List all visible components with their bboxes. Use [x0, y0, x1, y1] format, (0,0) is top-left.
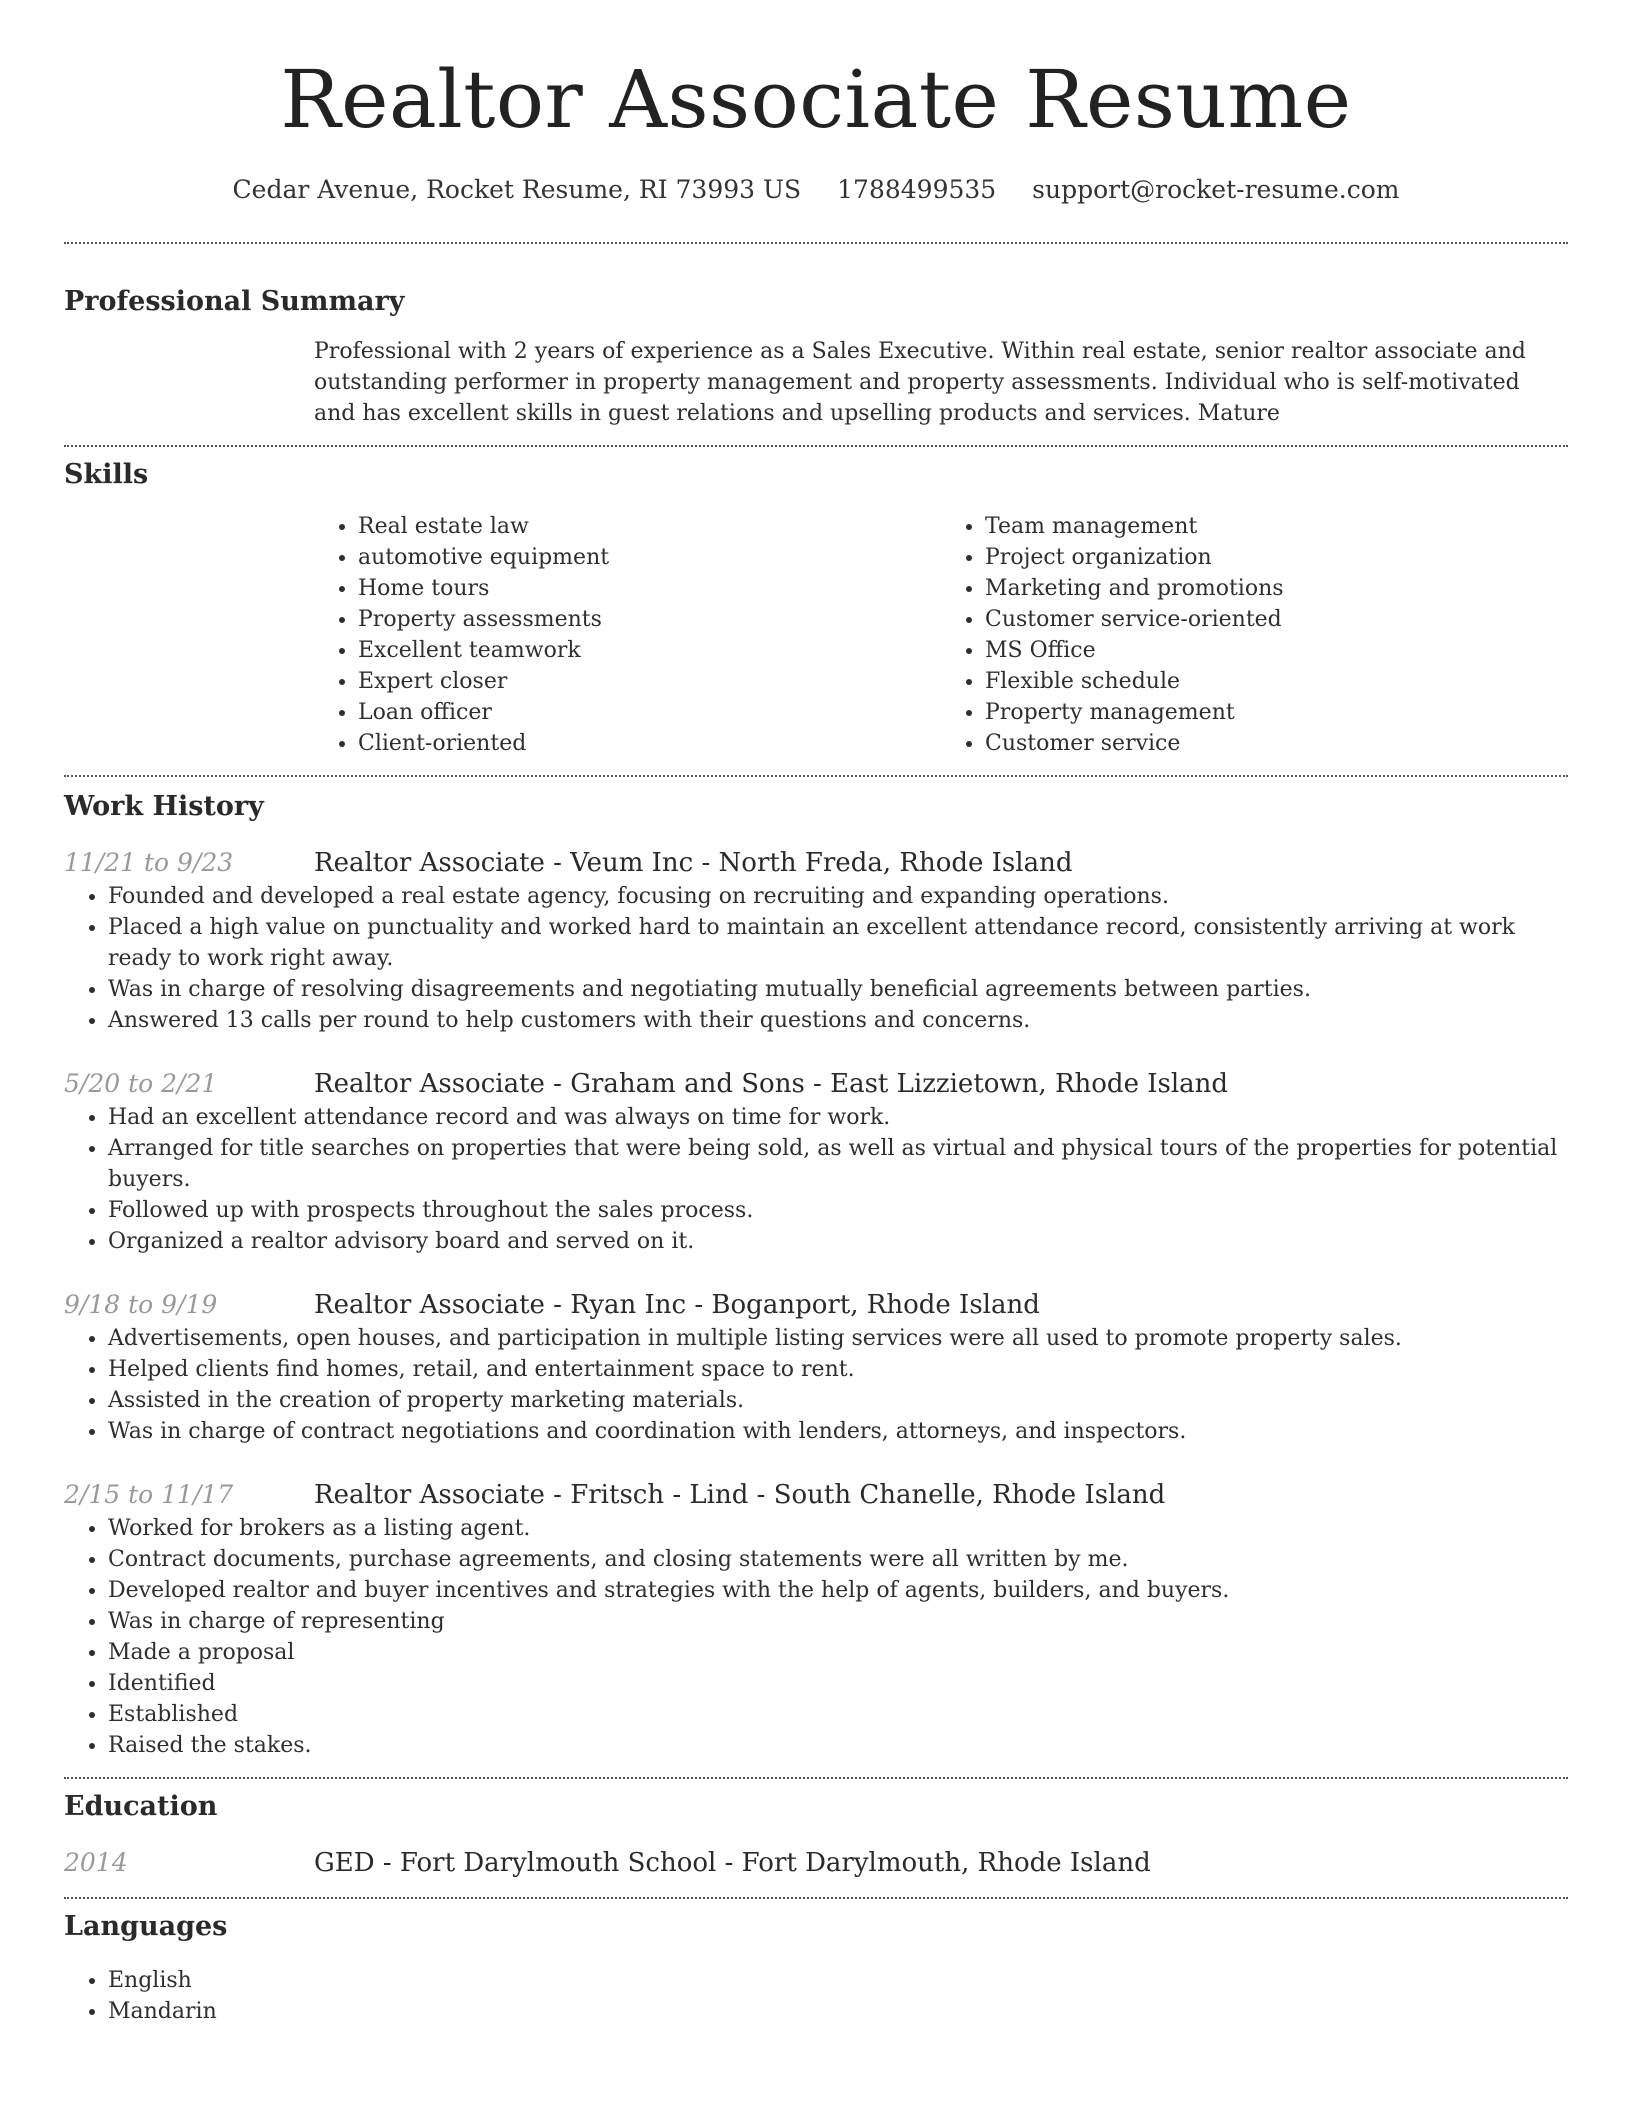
job-bullet: • Worked for brokers as a listing agent. — [108, 1513, 1568, 1544]
skill-item: • Excellent teamwork — [358, 635, 941, 666]
divider — [64, 445, 1568, 447]
job-bullet: • Organized a realtor advisory board and served on it. — [108, 1226, 1568, 1257]
education-date: 2014 — [64, 1848, 128, 1877]
skill-item: • MS Office — [985, 635, 1568, 666]
education-heading: Education — [64, 1791, 218, 1822]
phone: 1788499535 — [837, 175, 997, 204]
job-bullet: • Assisted in the creation of property marketing materials. — [108, 1385, 1568, 1416]
job-date: 5/20 to 2/21 — [64, 1069, 218, 1098]
languages-section — [64, 1909, 1568, 2027]
skill-item: • Property management — [985, 697, 1568, 728]
job-date: 11/21 to 9/23 — [64, 848, 234, 877]
divider — [64, 242, 1568, 244]
job-bullet: • Made a proposal — [108, 1637, 1568, 1668]
skill-item: • Home tours — [358, 573, 941, 604]
job-header — [64, 1066, 1568, 1102]
job-bullet: • Answered 13 calls per round to help customers with their questions and concerns. — [108, 1005, 1568, 1036]
job-entry — [64, 1066, 1568, 1257]
skills-column-left — [314, 511, 941, 759]
skill-item: • Customer service-oriented — [985, 604, 1568, 635]
skill-item: • automotive equipment — [358, 542, 941, 573]
skill-item: • Project organization — [985, 542, 1568, 573]
skill-item: • Real estate law — [358, 511, 941, 542]
languages-list — [64, 1965, 1568, 2027]
summary-content — [314, 336, 1568, 429]
job-header — [64, 1477, 1568, 1513]
job-bullet: • Was in charge of contract negotiations and coordination with lenders, attorneys, and inspectors. — [108, 1416, 1568, 1447]
job-bullet: • Developed realtor and buyer incentives and strategies with the help of agents, builders, and buyers. — [108, 1575, 1568, 1606]
skill-item: • Property assessments — [358, 604, 941, 635]
contact-line — [64, 172, 1568, 208]
work-section — [64, 789, 1568, 1761]
skill-item: • Marketing and promotions — [985, 573, 1568, 604]
job-bullets — [64, 881, 1568, 1036]
job-header — [64, 845, 1568, 881]
job-entry — [64, 1287, 1568, 1447]
skill-item: • Team management — [985, 511, 1568, 542]
summary-text: Professional with 2 years of experience as a Sales Executive. Within real estate, senior realtor associate and outstanding performer in property management and property assessments. Individual who is self-motivated and has excellent skills in guest relations and upselling products and services. Mature — [314, 339, 1526, 426]
job-bullet: • Placed a high value on punctuality and worked hard to maintain an excellent attendance record, consistently arriving at work ready to work right away. — [108, 912, 1568, 974]
divider — [64, 775, 1568, 777]
education-title: GED - Fort Darylmouth School - Fort Darylmouth, Rhode Island — [314, 1848, 1151, 1878]
language-item: • Mandarin — [108, 1996, 1568, 2027]
divider — [64, 1777, 1568, 1779]
summary-section — [64, 284, 1568, 429]
language-item: • English — [108, 1965, 1568, 1996]
job-bullet: • Raised the stakes. — [108, 1730, 1568, 1761]
resume-title: Realtor Associate Resume — [280, 53, 1352, 146]
job-date: 2/15 to 11/17 — [64, 1480, 234, 1509]
job-bullet: • Established — [108, 1699, 1568, 1730]
skill-item: • Client-oriented — [358, 728, 941, 759]
job-bullet: • Founded and developed a real estate agency, focusing on recruiting and expanding operations. — [108, 881, 1568, 912]
job-title: Realtor Associate - Veum Inc - North Freda, Rhode Island — [314, 848, 1073, 878]
job-title: Realtor Associate - Ryan Inc - Boganport, Rhode Island — [314, 1290, 1040, 1320]
skills-section — [64, 457, 1568, 759]
skills-list — [314, 511, 1568, 759]
skills-column-right — [941, 511, 1568, 759]
work-heading: Work History — [64, 791, 264, 822]
job-bullets — [64, 1323, 1568, 1447]
job-bullet: • Contract documents, purchase agreements, and closing statements were all written by me. — [108, 1544, 1568, 1575]
address: Cedar Avenue, Rocket Resume, RI 73993 US — [232, 175, 802, 204]
education-entry — [64, 1845, 1568, 1881]
job-bullets — [64, 1102, 1568, 1257]
job-title: Realtor Associate - Fritsch - Lind - South Chanelle, Rhode Island — [314, 1480, 1166, 1510]
divider — [64, 1897, 1568, 1899]
skill-item: • Flexible schedule — [985, 666, 1568, 697]
job-bullet: • Identified — [108, 1668, 1568, 1699]
job-header — [64, 1287, 1568, 1323]
skill-item: • Expert closer — [358, 666, 941, 697]
summary-heading: Professional Summary — [64, 286, 405, 317]
job-entry — [64, 1477, 1568, 1761]
job-bullet: • Was in charge of resolving disagreements and negotiating mutually beneficial agreements between parties. — [108, 974, 1568, 1005]
email: support@rocket-resume.com — [1032, 175, 1400, 204]
job-date: 9/18 to 9/19 — [64, 1290, 218, 1319]
job-bullets — [64, 1513, 1568, 1761]
education-section — [64, 1789, 1568, 1881]
job-title: Realtor Associate - Graham and Sons - East Lizzietown, Rhode Island — [314, 1069, 1229, 1099]
languages-heading: Languages — [64, 1911, 228, 1942]
job-entry — [64, 845, 1568, 1036]
skill-item: • Customer service — [985, 728, 1568, 759]
job-bullet: • Arranged for title searches on properties that were being sold, as well as virtual and physical tours of the properties for potential buyers. — [108, 1133, 1568, 1195]
skills-heading: Skills — [64, 459, 149, 490]
job-bullet: • Had an excellent attendance record and was always on time for work. — [108, 1102, 1568, 1133]
job-bullet: • Followed up with prospects throughout the sales process. — [108, 1195, 1568, 1226]
job-bullet: • Helped clients find homes, retail, and entertainment space to rent. — [108, 1354, 1568, 1385]
job-bullet: • Advertisements, open houses, and participation in multiple listing services were all used to promote property sales. — [108, 1323, 1568, 1354]
skill-item: • Loan officer — [358, 697, 941, 728]
job-bullet: • Was in charge of representing — [108, 1606, 1568, 1637]
